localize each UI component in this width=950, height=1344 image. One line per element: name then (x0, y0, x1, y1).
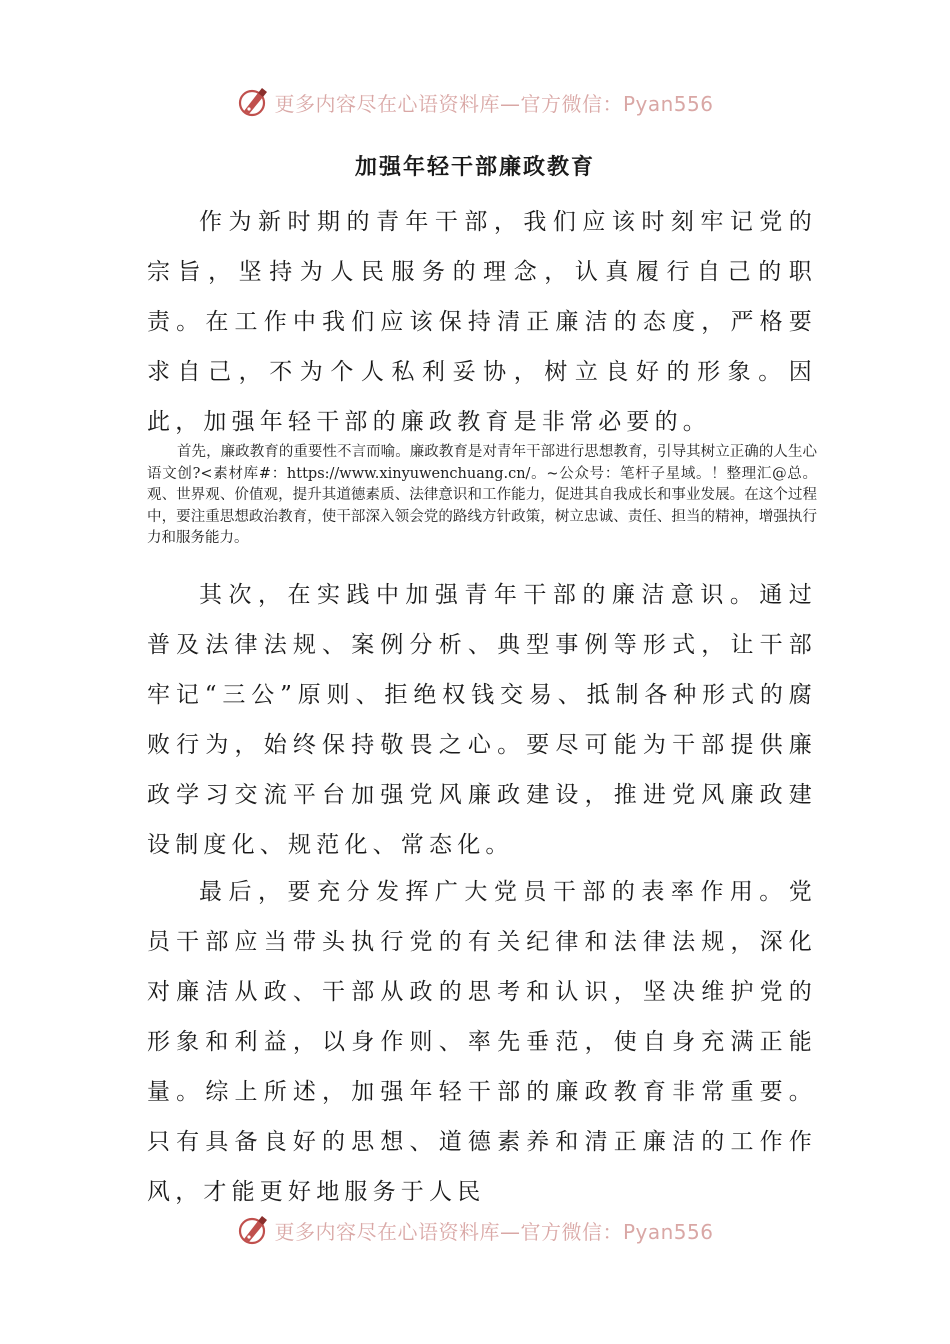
banner-text: 更多内容尽在心语资料库—官方微信：Pyan556 (274, 1219, 714, 1244)
pen-nib-logo-icon (236, 1213, 270, 1247)
paragraph-last: 最后，要充分发挥广大党员干部的表率作用。党员干部应当带头执行党的有关纪律和法律法规，深化对廉洁从政、干部从政的思考和认识，坚决维护党的形象和利益，以身作则、率先垂范，使自身充满正能量。综上所述，加强年轻干部的廉政教育非常重要。只有具备良好的思想、道德素养和清正廉洁的工作作风，才能更好地服务于人民 (147, 879, 817, 1205)
paragraph-first: 首先，廉政教育的重要性不言而喻。廉政教育是对青年干部进行思想教育，引导其树立正确的人生心语文创?<素材库#：https://www.xinyuwenchuang.cn/。~公众号：笔杆子星域。！整理汇@总。观、世界观、价值观，提升其道德素质、法律意识和工作能力，促进其自我成长和事业发展。在这个过程中，要注重思想政治教育，使干部深入领会党的路线方针政策，树立忠诚、责任、担当的精神，增强执行力和服务能力。 (147, 444, 817, 546)
pen-nib-logo-icon (236, 85, 270, 119)
paragraph-second: 其次，在实践中加强青年干部的廉洁意识。通过普及法律法规、案例分析、典型事例等形式，让干部牢记“三公”原则、拒绝权钱交易、抵制各种形式的腐败行为，始终保持敬畏之心。要尽可能为干部提供廉政学习交流平台加强党风廉政建设，推进党风廉政建设制度化、规范化、常态化。 (147, 582, 817, 858)
banner-text: 更多内容尽在心语资料库—官方微信：Pyan556 (274, 91, 714, 116)
document-title: 加强年轻干部廉政教育 (354, 154, 595, 180)
header-banner (0, 82, 950, 122)
footer-banner (0, 1210, 950, 1250)
paragraph-intro: 作为新时期的青年干部，我们应该时刻牢记党的宗旨，坚持为人民服务的理念，认真履行自己的职责。在工作中我们应该保持清正廉洁的态度，严格要求自己，不为个人私利妥协，树立良好的形象。因此，加强年轻干部的廉政教育是非常必要的。 (147, 209, 817, 435)
